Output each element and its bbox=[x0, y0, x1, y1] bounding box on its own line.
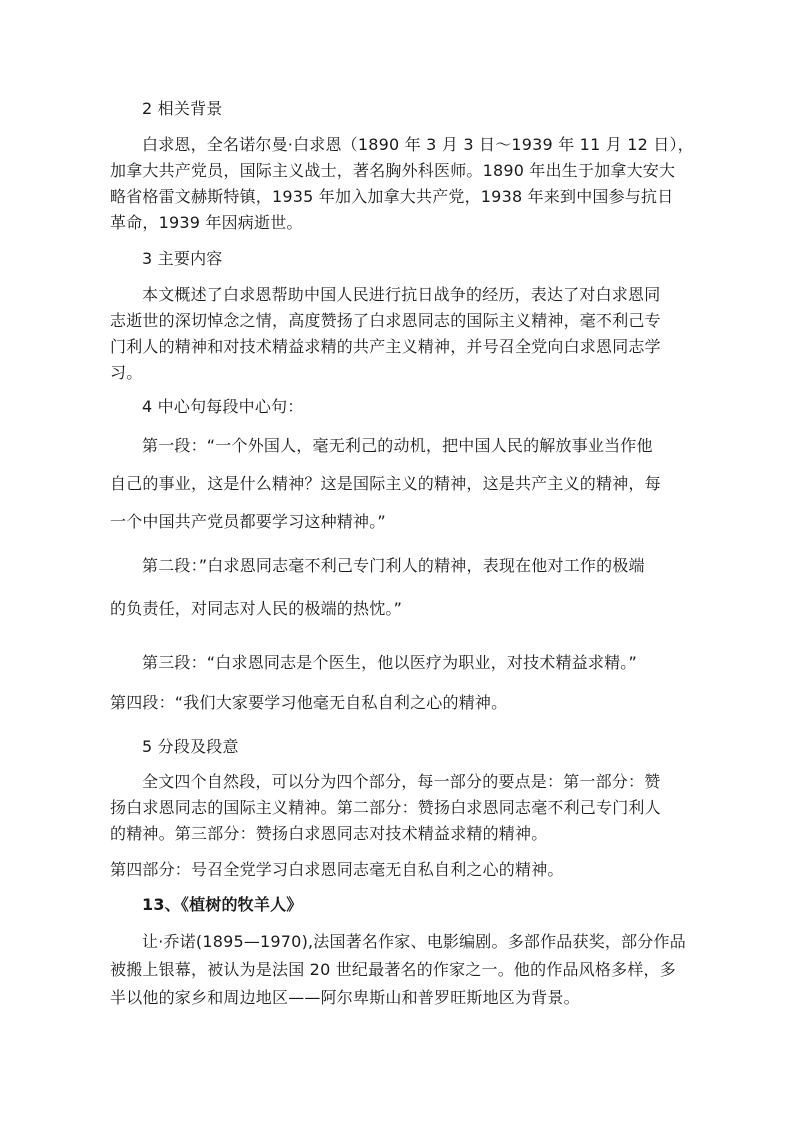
paragraph-line: 习。 bbox=[110, 363, 143, 382]
paragraph-line: 一个中国共产党员都要学习这种精神。” bbox=[110, 512, 386, 531]
paragraph-line: 让·乔诺(1895—1970),法国著名作家、电影编剧。多部作品获奖，部分作品 bbox=[142, 932, 686, 951]
paragraph-line: 革命，1939 年因病逝世。 bbox=[110, 213, 303, 232]
paragraph-line: 扬白求恩同志的国际主义精神。第二部分：赞扬白求恩同志毫不利己专门利人 bbox=[110, 798, 661, 817]
paragraph-line: 略省格雷文赫斯特镇，1935 年加入加拿大共产党，1938 年来到中国参与抗日 bbox=[110, 187, 674, 206]
heading-lesson-13: 13、《植树的牧羊人》 bbox=[142, 895, 303, 914]
paragraph-line: 志逝世的深切悼念之情，高度赞扬了白求恩同志的国际主义精神，毫不利己专 bbox=[110, 311, 661, 330]
paragraph-line: 第四部分：号召全党学习白求恩同志毫无自私自利之心的精神。 bbox=[110, 860, 564, 879]
heading-main-content: 3 主要内容 bbox=[142, 249, 223, 268]
paragraph-line: 第四段：“我们大家要学习他毫无自私自利之心的精神。 bbox=[110, 693, 508, 712]
paragraph-line: 本文概述了白求恩帮助中国人民进行抗日战争的经历，表达了对白求恩同 bbox=[142, 285, 661, 304]
paragraph-line: 全文四个自然段，可以分为四个部分，每一部分的要点是：第一部分：赞 bbox=[142, 772, 661, 791]
paragraph-line: 第三段：“白求恩同志是个医生，他以医疗为职业，对技术精益求精。” bbox=[142, 653, 637, 672]
paragraph-line: 加拿大共产党员，国际主义战士，著名胸外科医师。1890 年出生于加拿大安大 bbox=[110, 161, 676, 180]
paragraph-line: 自己的事业，这是什么精神？这是国际主义的精神，这是共产主义的精神，每 bbox=[110, 474, 661, 493]
paragraph-line: 半以他的家乡和周边地区——阿尔卑斯山和普罗旺斯地区为背景。 bbox=[110, 988, 580, 1007]
paragraph-line: 的负责任，对同志对人民的极端的热忱。” bbox=[110, 599, 403, 618]
paragraph-line: 第一段：“一个外国人，毫无利己的动机，把中国人民的解放事业当作他 bbox=[142, 436, 653, 455]
heading-central-sentences: 4 中心句每段中心句： bbox=[142, 397, 304, 416]
paragraph-line: 第二段：”白求恩同志毫不利己专门利人的精神，表现在他对工作的极端 bbox=[142, 556, 645, 575]
paragraph-line: 白求恩，全名诺尔曼·白求恩（1890 年 3 月 3 日～1939 年 11 月 12 日）， bbox=[142, 135, 694, 154]
heading-sections-meaning: 5 分段及段意 bbox=[142, 737, 239, 756]
paragraph-line: 的精神。第三部分：赞扬白求恩同志对技术精益求精的精神。 bbox=[110, 824, 548, 843]
heading-related-background: 2 相关背景 bbox=[142, 99, 223, 118]
paragraph-line: 门利人的精神和对技术精益求精的共产主义精神，并号召全党向白求恩同志学 bbox=[110, 337, 661, 356]
paragraph-line: 被搬上银幕，被认为是法国 20 世纪最著名的作家之一。他的作品风格多样，多 bbox=[110, 960, 676, 979]
